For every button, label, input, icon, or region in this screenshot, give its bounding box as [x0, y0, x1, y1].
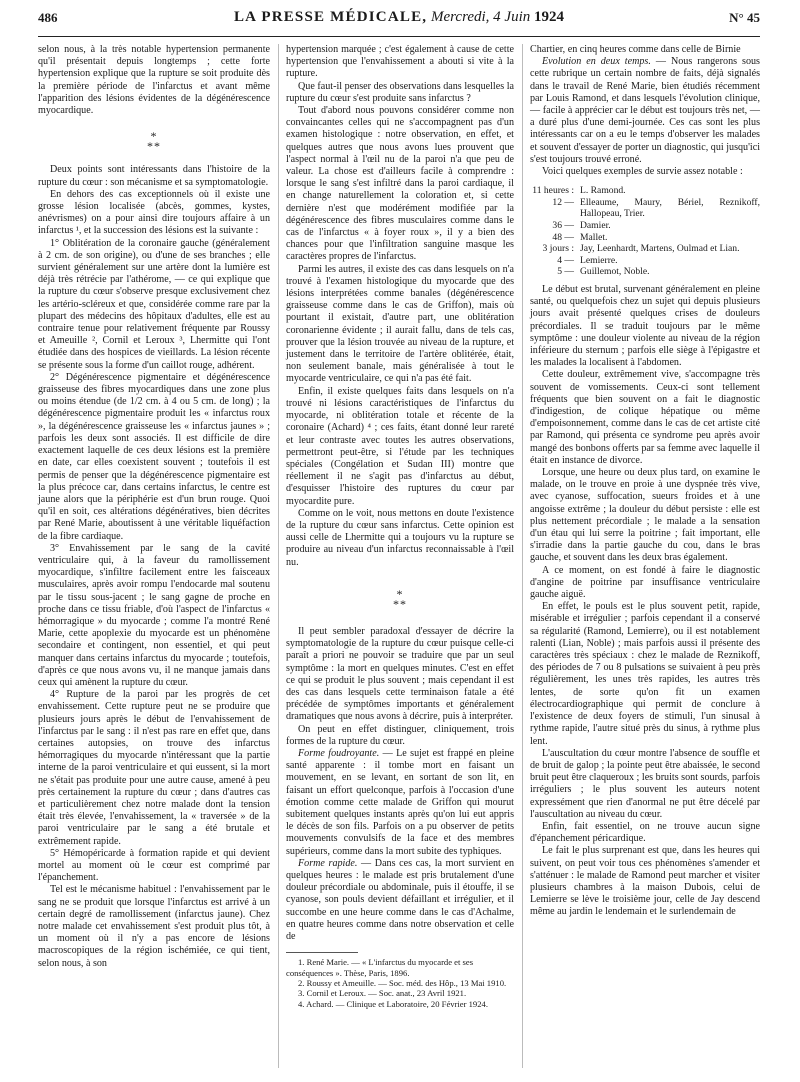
survival-table	[530, 185, 760, 278]
survival-row	[530, 232, 760, 244]
column-left	[38, 44, 270, 970]
running-title	[38, 9, 760, 26]
section-separator-stars: * **	[147, 129, 161, 154]
footnote-rule	[286, 952, 358, 953]
form-heading: Forme foudroyante.	[298, 747, 380, 759]
paragraph: Voici quelques exemples de survie assez notable :	[542, 166, 743, 178]
issue-date: Mercredi, 4 Juin	[427, 9, 535, 25]
survival-authors: Mallet.	[580, 231, 608, 243]
issue-year: 1924	[534, 9, 565, 25]
column-divider	[522, 44, 523, 1068]
paragraph: En dehors des cas exceptionnels où il existe une grosse lésion localisée (abcès, gommes, kystes, anévrismes) on a pour ainsi dire toujours affaire à un infarctus ¹, et la succession des lésions est la suivante :	[38, 188, 270, 237]
footnote: 3. Cornil et Leroux. — Soc. anat., 23 Avril 1921.	[298, 988, 467, 999]
paragraph: hypertension marquée ; c'est également à cause de cette hypertension que l'envahissement a abouti si vite à la rupture.	[286, 44, 514, 80]
paragraph: Le début est brutal, survenant généralement en pleine santé, ou quelquefois chez un sujet qui depuis plusieurs jours avait présenté quelques crises de douleurs précordiales. Il se traduit toujours par le même symptôme : une douleur violente au niveau de la région inférieure du sternum ; parfois elle siège à l'épigastre et les malades la localisent à l'abdomen.	[530, 283, 760, 369]
footnote: 4. Achard. — Clinique et Laboratoire, 20 Février 1924.	[298, 998, 488, 1009]
survival-duration: 12 —	[552, 196, 574, 208]
issue-number: N° 45	[729, 10, 760, 25]
footnote: 2. Roussy et Ameuille. — Soc. méd. des Hôp., 13 Mai 1910.	[298, 978, 507, 989]
section-separator-stars: * **	[393, 586, 407, 611]
paragraph: 3° Envahissement par le sang de la cavité ventriculaire qui, à la faveur du ramollissement myocardique, s'infiltre facilement entre les faisceaux musculaires, après avoir rompu l'endocarde mal soutenu par le tissu sous-jacent ; le sang gagne de proche en proche dans ce tissu friable, d'où l'aspect de l'infarctus « hémorragique » du myocarde ; comme l'a montré René Marie, cette apoplexie du myocarde est un phénomène secondaire et contingent, non essentiel, et qui peut manquer dans certains infarctus du myocarde ; toutefois, d'après ce que nous avons vu, il ne manque jamais dans ceux qui amènent la rupture du cœur.	[38, 542, 270, 688]
footnote: 1. René Marie. — « L'infarctus du myocarde et ses conséquences ». Thèse, Paris, 1896.	[286, 957, 474, 978]
paragraph: Lorsque, une heure ou deux plus tard, on examine le malade, on le trouve en proie à une dyspnée très vive, avec cyanose, suffocation, sueurs froides et à une angoisse extrême ; la douleur du début persiste : elle est plus nettement précordiale ; le malade a la sensation d'un étau qui lui serre la poitrine ; fait important, elle s'irradie dans la partie gauche du cou, dans le bras gauche, et souvent dans les deux bras également.	[530, 467, 760, 564]
survival-authors: Jay, Leenhardt, Martens, Oulmad et Lian.	[580, 243, 740, 255]
survival-duration: 48 —	[552, 231, 574, 243]
paragraph: Deux points sont intéressants dans l'histoire de la rupture du cœur : son mécanisme et sa symptomatologie.	[38, 164, 270, 188]
form-heading: Forme rapide.	[298, 857, 358, 869]
survival-duration: 11 heures :	[532, 185, 574, 197]
paragraph: Le fait le plus surprenant est que, dans les heures qui suivent, on peut voir tous ces phénomènes s'amender et s'atténuer : le malade de Ramond peut marcher et visiter plusieurs chambres à la maison Dubois, celui de Lemierre se lève le troisième jour, celle de Jay descend même au jardin le lendemain et le surlendemain de	[530, 845, 760, 918]
paragraph: Parmi les autres, il existe des cas dans lesquels on n'a trouvé à l'examen histologique du myocarde que des lésions interprétées comme banales (dégénérescence graisseuse comme dans le cas de Griffon), mais où pourtant il existait, d'autre part, une oblitération coronarienne évidente ; il aurait fallu, dans de tels cas, prouver que la lésion trouvée au niveau de la rupture, et justement dans le territoire de l'artère oblitérée, était, non seulement banale, mais généralisée à tout le myocarde ventriculaire, ce qui n'a pas été fait.	[286, 263, 514, 385]
column-middle	[286, 44, 514, 1009]
paragraph: 1° Oblitération de la coronaire gauche (généralement à 2 cm. de son origine), ou d'une de ses branches ; elle survient généralement sur une artère dont la lumière est déjà très rétrécie par l'athérome, — ce qui explique que la rupture du cœur s'observe presque exclusivement chez les artério-scléreux et que, considérée comme rare par la plupart des médecins des hôpitaux d'adultes, elle est au contraire tenue pour relativement fréquente par Roussy et Ameuille ², Cornil et Leroux ³, Lhermitte qui l'ont étudiée dans des hospices de vieillards. La lésion récente se présente sous la forme d'un caillot rouge, adhérent.	[38, 237, 270, 371]
paragraph: Chartier, en cinq heures comme dans celle de Birnie	[530, 44, 741, 55]
paragraph: On peut en effet distinguer, cliniquement, trois formes de la rupture du cœur.	[286, 723, 514, 747]
survival-row	[530, 243, 760, 255]
survival-duration: 36 —	[552, 220, 574, 232]
survival-row	[530, 220, 760, 232]
survival-duration: 3 jours :	[542, 243, 574, 255]
paragraph: A ce moment, on est fondé à faire le diagnostic d'angine de poitrine par insuffisance ventriculaire gauche aiguë.	[530, 564, 760, 601]
paragraph: Evolution en deux temps. — Nous rangerons sous cette rubrique un certain nombre de faits, déjà signalés dans le travail de René Marie, bien étudiés récemment par Louis Ramond, et dans lesquels l'évolution clinique, — facile à apprécier car le début est toujours très net, — a duré plus d'une demi-journée. Ces cas sont les plus intéressants car on a eu le temps d'observer les malades et souvent d'essayer de porter un diagnostic, qui jusqu'ici s'est toujours trouvé erroné.	[530, 56, 760, 165]
paragraph: Enfin, fait essentiel, on ne trouve aucun signe d'épanchement péricardique.	[530, 820, 760, 845]
paragraph: Enfin, il existe quelques faits dans lesquels on n'a trouvé ni lésions caractéristiques de l'infarctus du myocarde, ni oblitération totale et récente de la coronaire (Achard) ⁴ ; ces faits, étant donné leur rareté et leur contraste avec toutes les autres observations, permettront peut-être, si l'étude par les techniques spéciales (Congélation et Sudan III) montre que réellement il ne s'agit pas d'infarctus au début, d'esquisser l'histoire des ruptures du cœur par myocardite pure.	[286, 385, 514, 507]
survival-authors: Lemierre.	[580, 254, 618, 266]
paragraph: L'auscultation du cœur montre l'absence de souffle et de bruit de galop ; la pointe peut être abaissée, le second bruit peut être claqueroux ; les bruits sont sourds, parfois irréguliers ; le plus souvent les auteurs notent expressément que rien d'anormal ne put être décelé par l'auscultation au niveau du cœur.	[530, 747, 760, 820]
survival-authors: L. Ramond.	[580, 185, 626, 197]
survival-row	[530, 197, 760, 220]
paragraph: Tel est le mécanisme habituel : l'envahissement par le sang ne se produit que lorsque l'infarctus est arrivé à un certain degré de ramollissement (infarctus jaune). Chez notre malade cet envahissement s'est produit plus tôt, à un moment où il n'y a pas encore de lésions macroscopiques de la région ischémiée, ce qui tient, selon nous, à son	[38, 884, 270, 969]
column-right	[530, 44, 760, 919]
paragraph: Tout d'abord nous pouvons considérer comme non convaincantes celles qui ne s'accompagnent pas d'un examen histologique : notre observation, en effet, et quelques autres que nous avons lues prouvent que l'aspect normal à l'œil nu de la paroi n'a que peu de valeur. La chose est d'ailleurs facile à comprendre : lorsque le sang s'est infiltré dans la paroi cardiaque, il en change naturellement la coloration et, si cette dernière n'est que modérément modifiée par la dégénérescence des fibres musculaires comme dans le cas de l'infarctus « à foyer roux », il y a bien des chances pour que l'infiltration sanguine masque les caractères propres de l'infarctus.	[286, 105, 514, 263]
page-number: 486	[38, 10, 58, 25]
paragraph: 2° Dégénérescence pigmentaire et dégénérescence graisseuse des fibres myocardiques dans une zone plus ou moins étendue (de 1/2 cm. à 4 ou 5 cm. de long) ; la dégénérescence pigmentaire produit les « infarctus roux », la dégénérescence graisseuse les « infarctus jaunes » ; parfois les deux sont associés. Il est difficile de dire exactement laquelle de ces deux lésions est la première en date, car elles coexistent souvent ; toutefois il est permis de penser que la dégénérescence pigmentaire est la plus précoce car, dans certains infarctus, le centre est jaune alors que la périphérie est d'un brun rouge. Quoi qu'il en soit, ces altérations dégénératives, bien décrites par René Marie, aboutissent à une véritable liquéfaction de la fibre cardiaque.	[38, 371, 270, 542]
form-heading: Evolution en deux temps.	[542, 56, 651, 68]
paragraph: Comme on le voit, nous mettons en doute l'existence de la rupture du cœur sans infarctus. Cette opinion est aussi celle de Lhermitte qui a toujours vu la rupture se produire au niveau d'un infarctus reconnaissable à l'œil nu.	[286, 507, 514, 568]
survival-row	[530, 266, 760, 278]
survival-duration: 5 —	[557, 266, 574, 278]
column-divider	[278, 44, 279, 1068]
paragraph: Forme rapide. — Dans ces cas, la mort survient en quelques heures : le malade est pris brutalement d'une douleur précordiale ou abdominale, puis il étouffe, il se cyanose, son pouls devient défaillant et irrégulier, et il succombe en une heure comme dans le cas d'Achalme, en quatre heures comme dans notre observation et celle de	[286, 857, 514, 943]
paragraph: Forme foudroyante. — Le sujet est frappé en pleine santé apparente : il tombe mort en faisant un mouvement, en se levant, en sortant de son lit, en faisant un effort quelconque, parfois à l'occasion d'une émotion comme cette malade de Griffon qui mourut subitement quelques instants après qu'on lui eut appris le décès de son fils. Parfois on a pu observer de petits mouvements convulsifs de la face et des membres supérieurs, comme dans la mort subite des typhiques.	[286, 747, 514, 857]
paragraph: 5° Hémopéricarde à formation rapide et qui devient mortel au moment où le cœur est comprimé par l'épanchement.	[38, 847, 270, 884]
survival-duration: 4 —	[557, 254, 574, 266]
page-header	[38, 10, 760, 30]
paragraph: Il peut sembler paradoxal d'essayer de décrire la symptomatologie de la rupture du cœur puisque celle-ci paraît a priori ne pouvoir se traduire que par un seul symptôme : la mort en quelques minutes. C'est en effet ce qui se produit le plus souvent ; mais cependant il est des cas dans lesquels cette terminaison fatale a été précédée de symptômes importants et généralement dramatiques que nous avons à décrire, puis à interpréter.	[286, 625, 514, 723]
survival-row	[530, 255, 760, 267]
paragraph: En effet, le pouls est le plus souvent petit, rapide, misérable et irrégulier ; parfois cependant il a conservé sa régularité (Ramond, Lemierre), ou il est notablement ralenti (Lian, Noble) ; mais parfois aussi il présente des caractères très spéciaux : chez le malade de Reznikoff, des périodes de 7 ou 8 pulsations se suivaient à peu près régulièrement, les unes très rapides, les autres très lentes, de sorte qu'on fit un examen électrocardiographique qui permit de conclure à l'existence de deux foyers de stimuli, l'un sinusal à rythme rapide, l'autre situé près du sinus, à rythme plus lent.	[530, 601, 760, 747]
journal-name: LA PRESSE MÉDICALE,	[233, 9, 428, 25]
paragraph: Cette douleur, extrêmement vive, s'accompagne très souvent de vomissements. Ceux-ci sont tellement fréquents que bien souvent on a fait le diagnostic d'indigestion, de colique hépatique ou même d'empoisonnement, comme dans le cas de cet artiste cité par Ramond, qui présenta ce syndrome peu après avoir mangé des bonbons offerts par sa femme avec laquelle il était en instance de divorce.	[530, 369, 760, 466]
survival-authors: Guillemot, Noble.	[580, 266, 650, 278]
paragraph: 4° Rupture de la paroi par les progrès de cet envahissement. Cette rupture peut ne se produire que plusieurs jours après le début de l'envahissement de l'infarctus par le sang : il n'est pas rare en effet que, dans certaines autopsies, on trouve des infarctus hémorragiques du myocarde n'intéressant que la partie interne de la paroi ventriculaire et qui eussent, si la mort ne s'était pas produite pour une autre cause, amené à peu près certainement la rupture du cœur ; dans d'autres cas et particulièrement chez notre malade dont la tension était très élevée, l'envahissement, la « traversée » de la paroi ventriculaire par le sang a été brutale et extrêmement rapide.	[38, 689, 270, 847]
survival-row	[530, 185, 760, 197]
header-rule	[38, 36, 760, 37]
survival-authors: Damier.	[580, 220, 611, 232]
survival-authors: Elleaume, Maury, Bériel, Reznikoff, Hallopeau, Trier.	[580, 196, 760, 220]
paragraph: selon nous, à la très notable hypertension permanente qu'il présentait depuis longtemps ; cette forte hypertension explique que la rupture se soit produite dès la première période de l'infarctus et avant même l'apparition des lésions évidentes de la dégénérescence myocardique.	[38, 44, 270, 117]
paragraph: Que faut-il penser des observations dans lesquelles la rupture du cœur s'est produite sans infarctus ?	[286, 80, 514, 104]
